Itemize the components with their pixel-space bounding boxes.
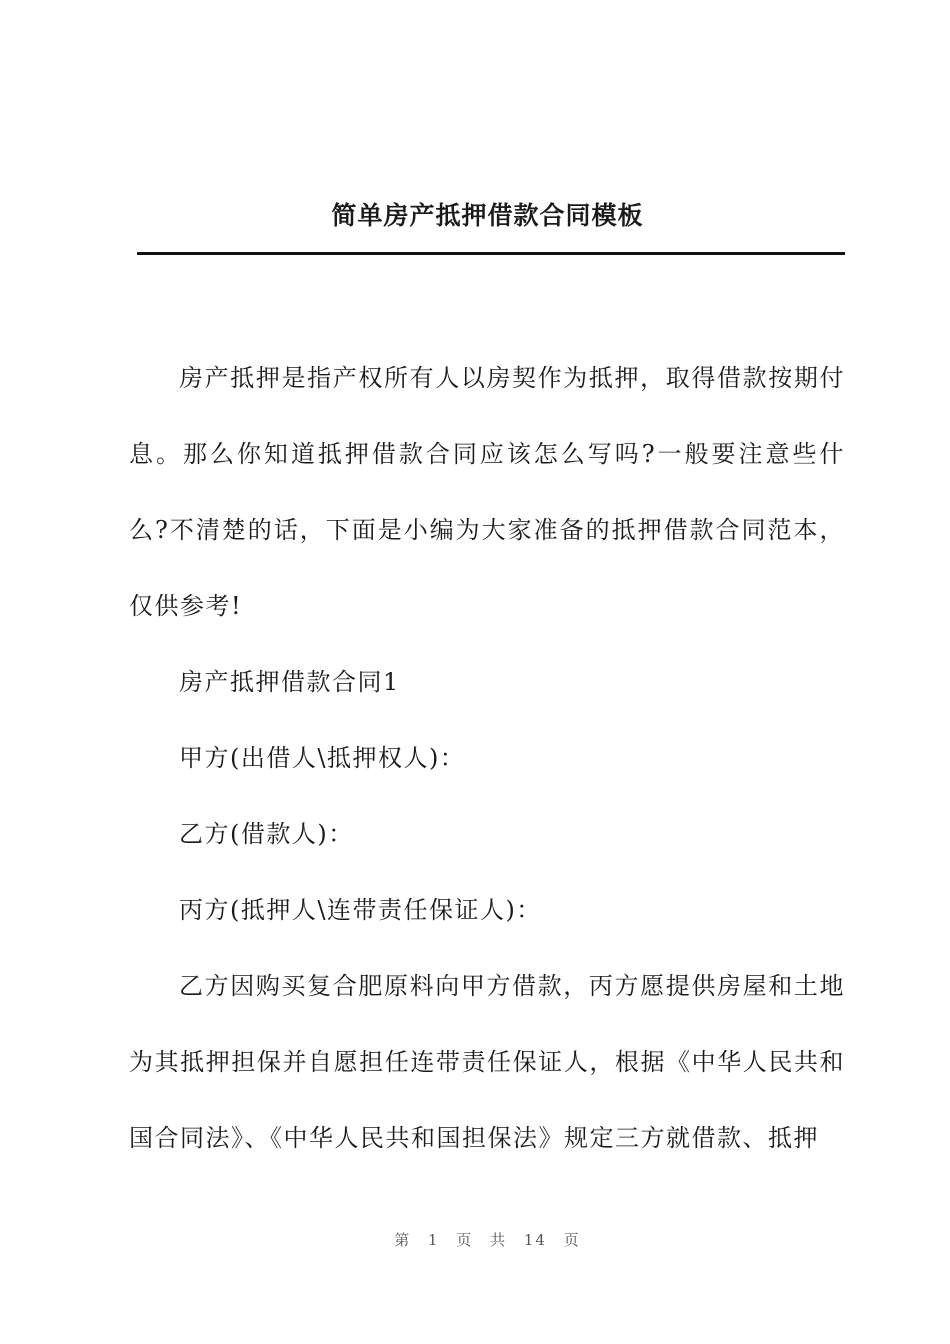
party-b-line: 乙方(借款人)： bbox=[179, 820, 354, 848]
contract-heading: 房产抵押借款合同1 bbox=[179, 668, 400, 696]
intro-paragraph: 房产抵押是指产权所有人以房契作为抵押，取得借款按期付息。那么你知道抵押借款合同应该怎么写吗?一般要注意些什么?不清楚的话，下面是小编为大家准备的抵押借款合同范本，仅供参考! bbox=[129, 364, 845, 620]
party-a-line: 甲方(出借人\抵押权人)： bbox=[179, 744, 466, 772]
title-divider bbox=[137, 252, 845, 255]
document-body bbox=[129, 340, 845, 1176]
clause-paragraph: 乙方因购买复合肥原料向甲方借款，丙方愿提供房屋和土地为其抵押担保并自愿担任连带责任保证人，根据《中华人民共和国合同法》、《中华人民共和国担保法》规定三方就借款、抵押 bbox=[129, 972, 845, 1152]
party-c-line: 丙方(抵押人\连带责任保证人)： bbox=[179, 896, 542, 924]
page-number-footer: 第 1 页 共 14 页 bbox=[394, 1231, 581, 1249]
document-title: 简单房产抵押借款合同模板 bbox=[331, 201, 644, 230]
